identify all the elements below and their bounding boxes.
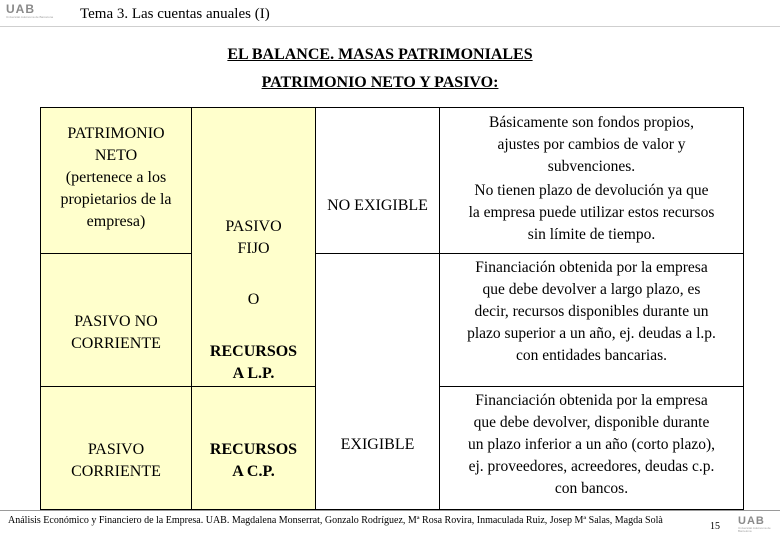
pasivo-no-corriente-cell [40, 253, 192, 387]
corto-plazo-description-cell [439, 386, 744, 510]
header-title: Tema 3. Las cuentas anuales (I) [80, 6, 270, 22]
recursos-lp-text: RECURSOS A L.P. [209, 343, 298, 382]
pasivo-corriente-text: PASIVO CORRIENTE [71, 441, 161, 480]
footer-credits: Análisis Económico y Financiero de la Empresa. UAB. Magdalena Monserrat, Gonzalo Rodríguez, Mª Rosa Rovira, Inmaculada Ruiz, Josep Mª Salas, Magda Solà [8, 515, 663, 526]
footer-divider [0, 510, 780, 511]
slide-title-line2: PATRIMONIO NETO Y PASIVO: [261, 74, 499, 91]
recursos-cp-text: RECURSOS A C.P. [209, 441, 298, 480]
patrimonio-neto-text: PATRIMONIO NETO (pertenece a los propietarios de la empresa) [60, 125, 172, 230]
largo-plazo-description: Financiación obtenida por la empresa que debe devolver a largo plazo, es decir, recursos disponibles durante un plazo superior a un año, ej. deudas a l.p. con entidades bancarias. [467, 259, 716, 364]
page-number: 15 [710, 521, 720, 532]
no-exigible-text: NO EXIGIBLE [327, 197, 428, 214]
recursos-cp-cell [191, 386, 316, 510]
uab-logo-mark: UAB [6, 2, 35, 16]
no-exigible-description-cell [439, 107, 744, 254]
largo-plazo-description-cell [439, 253, 744, 387]
uab-logo-mark-bottom: UAB [738, 515, 765, 527]
uab-logo-top [6, 2, 53, 19]
patrimonio-neto-cell [40, 107, 192, 254]
uab-logo-bottom [738, 515, 780, 533]
pasivo-no-corriente-text: PASIVO NO CORRIENTE [71, 313, 161, 352]
pasivo-corriente-cell [40, 386, 192, 510]
no-exigible-description-2: No tienen plazo de devolución ya que la empresa puede utilizar estos recursos sin límite de tiempo. [468, 182, 715, 243]
header-divider [0, 26, 780, 27]
exigible-text: EXIGIBLE [340, 436, 415, 453]
uab-logo-subtitle: Universitat Autònoma de Barcelona [6, 15, 54, 19]
o-text: O [247, 291, 260, 308]
no-exigible-description-1: Básicamente son fondos propios, ajustes por cambios de valor y subvenciones. [489, 114, 694, 175]
uab-logo-subtitle-bottom: Universitat Autònoma de Barcelona [738, 526, 771, 533]
slide-title-line1: EL BALANCE. MASAS PATRIMONIALES [227, 46, 533, 63]
no-exigible-cell [315, 107, 440, 254]
pasivo-fijo-cell [191, 107, 316, 387]
pasivo-fijo-text: PASIVO FIJO [225, 218, 282, 257]
corto-plazo-description: Financiación obtenida por la empresa que debe devolver, disponible durante un plazo inferior a un año (corto plazo), ej. proveedores, acreedores, deudas c.p. con bancos. [467, 392, 716, 497]
exigible-cell [315, 253, 440, 510]
